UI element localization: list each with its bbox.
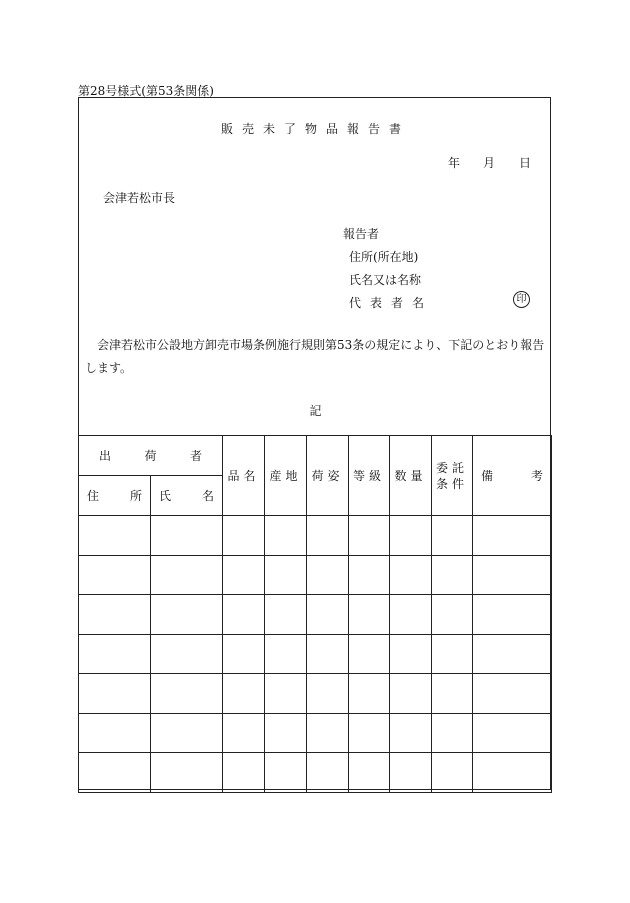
table-cell[interactable] — [223, 555, 265, 595]
table-cell[interactable] — [349, 516, 390, 556]
table-cell[interactable] — [151, 674, 223, 714]
table-cell[interactable] — [390, 555, 432, 595]
table-cell[interactable] — [390, 674, 432, 714]
table-row — [79, 674, 552, 714]
report-form — [78, 97, 551, 790]
table-cell[interactable] — [79, 753, 151, 793]
table-cell[interactable] — [390, 634, 432, 674]
table-cell[interactable] — [151, 634, 223, 674]
table-cell[interactable] — [432, 555, 473, 595]
table-cell[interactable] — [307, 713, 349, 753]
ki-heading: 記 — [309, 404, 322, 418]
quantity-header: 数量 — [390, 436, 432, 516]
table-cell[interactable] — [79, 516, 151, 556]
date-day: 日 — [519, 156, 532, 170]
table-cell[interactable] — [390, 595, 432, 635]
table-cell[interactable] — [349, 595, 390, 635]
data-rows — [79, 516, 552, 793]
table-cell[interactable] — [432, 674, 473, 714]
form-number: 第28号様式(第53条関係) — [78, 84, 214, 98]
table-cell[interactable] — [79, 713, 151, 753]
reporter-label: 報告者 — [343, 227, 380, 241]
table-cell[interactable] — [432, 516, 473, 556]
table-cell[interactable] — [223, 634, 265, 674]
table-cell[interactable] — [473, 595, 552, 635]
table-cell[interactable] — [265, 516, 307, 556]
table-cell[interactable] — [223, 713, 265, 753]
table-cell[interactable] — [307, 555, 349, 595]
item-table — [78, 435, 552, 793]
table-cell[interactable] — [151, 516, 223, 556]
table-row — [79, 713, 552, 753]
representative-label: 代表者名 — [349, 296, 434, 310]
table-cell[interactable] — [265, 713, 307, 753]
reporter-address-label: 住所(所在地) — [349, 250, 419, 264]
table-row — [79, 634, 552, 674]
table-cell[interactable] — [473, 516, 552, 556]
table-cell[interactable] — [265, 634, 307, 674]
table-cell[interactable] — [473, 753, 552, 793]
body-text: 会津若松市公設地方卸売市場条例施行規則第53条の規定により、下記のとおり報告します。 — [85, 338, 545, 375]
table-cell[interactable] — [307, 595, 349, 635]
table-cell[interactable] — [265, 555, 307, 595]
addressee: 会津若松市長 — [103, 191, 176, 205]
table-cell[interactable] — [307, 634, 349, 674]
seal-mark: 印 — [513, 291, 530, 308]
table-cell[interactable] — [79, 634, 151, 674]
table-cell[interactable] — [349, 634, 390, 674]
name-header: 氏 名 — [151, 476, 223, 516]
table-cell[interactable] — [473, 555, 552, 595]
shipper-header: 出 荷 者 — [79, 436, 223, 476]
consignment-header: 委託 条件 — [432, 436, 473, 516]
remarks-header: 備 考 — [473, 436, 552, 516]
table-cell[interactable] — [473, 674, 552, 714]
table-cell[interactable] — [473, 713, 552, 753]
table-cell[interactable] — [223, 674, 265, 714]
table-cell[interactable] — [151, 595, 223, 635]
date-month: 月 — [483, 156, 496, 170]
table-cell[interactable] — [432, 634, 473, 674]
table-row — [79, 595, 552, 635]
origin-header: 産地 — [265, 436, 307, 516]
table-cell[interactable] — [307, 674, 349, 714]
table-cell[interactable] — [349, 713, 390, 753]
item-header: 品名 — [223, 436, 265, 516]
table-cell[interactable] — [223, 516, 265, 556]
table-cell[interactable] — [265, 674, 307, 714]
table-cell[interactable] — [79, 555, 151, 595]
table-cell[interactable] — [223, 595, 265, 635]
table-cell[interactable] — [390, 516, 432, 556]
grade-header: 等級 — [349, 436, 390, 516]
table-cell[interactable] — [390, 713, 432, 753]
table-cell[interactable] — [307, 516, 349, 556]
table-cell[interactable] — [349, 753, 390, 793]
table-row — [79, 753, 552, 793]
table-cell[interactable] — [79, 674, 151, 714]
table-row — [79, 555, 552, 595]
table-cell[interactable] — [151, 555, 223, 595]
table-cell[interactable] — [265, 753, 307, 793]
table-cell[interactable] — [432, 753, 473, 793]
table-cell[interactable] — [432, 595, 473, 635]
table-cell[interactable] — [223, 753, 265, 793]
packaging-header: 荷姿 — [307, 436, 349, 516]
address-header: 住 所 — [79, 476, 151, 516]
table-cell[interactable] — [390, 753, 432, 793]
table-cell[interactable] — [265, 595, 307, 635]
table-row — [79, 516, 552, 556]
table-cell[interactable] — [473, 634, 552, 674]
table-cell[interactable] — [307, 753, 349, 793]
table-cell[interactable] — [79, 595, 151, 635]
form-title: 販売未了物品報告書 — [220, 122, 410, 136]
table-cell[interactable] — [151, 713, 223, 753]
table-cell[interactable] — [151, 753, 223, 793]
table-cell[interactable] — [349, 555, 390, 595]
date-year: 年 — [448, 156, 461, 170]
table-cell[interactable] — [432, 713, 473, 753]
reporter-name-label: 氏名又は名称 — [349, 273, 422, 287]
table-cell[interactable] — [349, 674, 390, 714]
